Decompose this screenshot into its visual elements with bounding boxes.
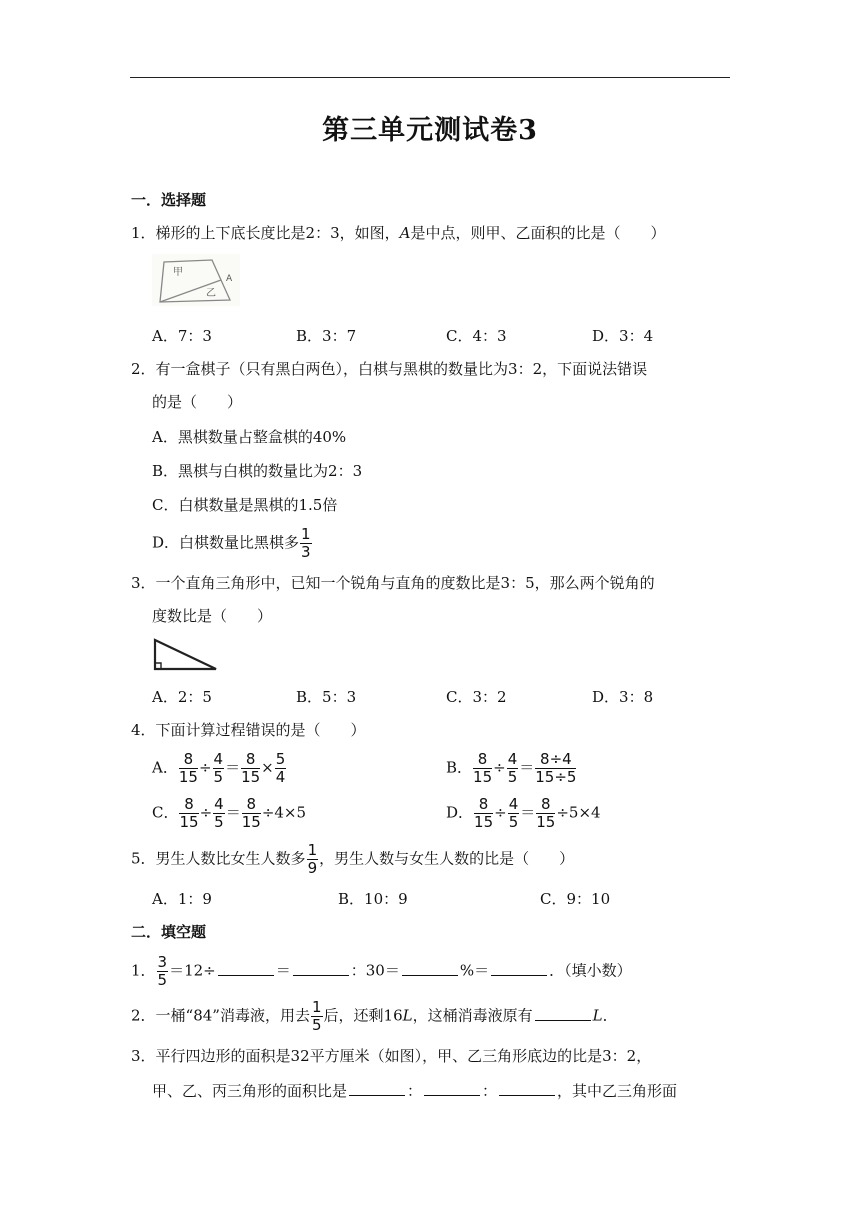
q1-text-b: 是中点，则甲、乙面积的比是（ ） bbox=[410, 224, 666, 242]
answer-blank[interactable] bbox=[491, 961, 547, 976]
colon: ： bbox=[482, 1082, 498, 1100]
q1-text-a: 梯形的上下底长度比是2：3，如图， bbox=[155, 224, 400, 242]
f1-part: %＝ bbox=[459, 961, 490, 980]
q4-number: 4． bbox=[131, 721, 156, 739]
fraction-denominator: 3 bbox=[301, 543, 311, 561]
fraction-numerator: 1 bbox=[307, 841, 318, 859]
fraction-numerator: 8 bbox=[474, 797, 493, 814]
fraction-denominator: 9 bbox=[307, 859, 318, 877]
f2-unit: L bbox=[402, 1006, 413, 1025]
fraction-numerator: 8 bbox=[179, 752, 198, 769]
header-rule bbox=[130, 77, 730, 78]
fraction-numerator: 1 bbox=[301, 525, 311, 543]
q4-text: 下面计算过程错误的是（ ） bbox=[155, 721, 366, 739]
f1-part: ＝ bbox=[275, 961, 291, 980]
fraction-numerator: 4 bbox=[213, 750, 224, 768]
fraction-denominator: 5 bbox=[508, 813, 519, 831]
divide-sign: ÷ bbox=[494, 803, 507, 822]
f3-line2 bbox=[152, 1080, 677, 1102]
f2-tail: ． bbox=[602, 1006, 618, 1025]
fraction bbox=[508, 797, 520, 830]
fraction-denominator: 15 bbox=[536, 813, 556, 831]
fraction-denominator: 15 bbox=[241, 813, 261, 831]
fraction-denominator: 4 bbox=[275, 768, 286, 786]
fig-label-a: A bbox=[226, 274, 233, 284]
fraction-numerator: 8 bbox=[242, 797, 261, 814]
q3-option-c[interactable]: C．3：2 bbox=[446, 688, 507, 706]
option-label: B． bbox=[446, 758, 473, 777]
fraction bbox=[536, 797, 555, 830]
fraction-denominator: 5 bbox=[311, 1016, 322, 1034]
fraction-numerator: 4 bbox=[507, 750, 518, 768]
f2-fraction bbox=[311, 1000, 323, 1033]
question-1 bbox=[131, 222, 666, 244]
colon: ： bbox=[407, 1082, 423, 1100]
f3-number: 3． bbox=[131, 1047, 156, 1065]
q3-line2: 度数比是（ ） bbox=[152, 607, 273, 625]
fraction bbox=[213, 797, 225, 830]
q5-option-c[interactable]: C．9：10 bbox=[540, 890, 611, 908]
fraction-denominator: 5 bbox=[213, 768, 224, 786]
q5-option-a[interactable]: A．1：9 bbox=[152, 890, 212, 908]
question-2 bbox=[131, 358, 647, 380]
f1-fraction bbox=[157, 955, 169, 988]
q2-option-a[interactable]: A．黑棋数量占整盒棋的40% bbox=[152, 428, 347, 446]
q1-var: A bbox=[399, 224, 411, 242]
question-3 bbox=[131, 572, 655, 594]
fraction bbox=[179, 752, 198, 785]
q5-fraction bbox=[307, 843, 319, 876]
fraction-denominator: 15 bbox=[474, 813, 494, 831]
fraction-numerator: 1 bbox=[311, 998, 322, 1016]
f3-line2a: 甲、乙、丙三角形的面积比是 bbox=[152, 1082, 348, 1100]
answer-blank[interactable] bbox=[402, 961, 458, 976]
fill-question-2 bbox=[131, 1000, 618, 1033]
fraction bbox=[179, 797, 198, 830]
fraction-denominator: 15÷5 bbox=[535, 768, 577, 786]
fraction-numerator: 5 bbox=[275, 750, 286, 768]
q5-number: 5． bbox=[131, 849, 156, 868]
trapezoid-figure bbox=[152, 254, 240, 306]
fraction-denominator: 15 bbox=[179, 813, 199, 831]
f2-text-b: 后，还剩16 bbox=[323, 1006, 403, 1025]
fill-question-1 bbox=[131, 955, 632, 988]
q4-option-a[interactable] bbox=[152, 752, 287, 785]
q2-line2: 的是（ ） bbox=[152, 393, 243, 411]
fraction-denominator: 5 bbox=[214, 813, 224, 831]
equals-sign: ＝ bbox=[225, 758, 241, 777]
q2-number: 2． bbox=[131, 360, 156, 378]
answer-blank[interactable] bbox=[499, 1081, 555, 1096]
q4-option-d[interactable] bbox=[446, 797, 601, 830]
q4-option-c[interactable] bbox=[152, 797, 306, 830]
f2-text-c: ，这桶消毒液原有 bbox=[412, 1006, 533, 1025]
q3-option-b[interactable]: B．5：3 bbox=[296, 688, 357, 706]
fraction-denominator: 5 bbox=[157, 971, 168, 989]
fraction bbox=[241, 752, 260, 785]
fraction-denominator: 15 bbox=[473, 768, 493, 786]
right-triangle-figure bbox=[152, 637, 220, 673]
q3-line1: 一个直角三角形中，已知一个锐角与直角的度数比是3：5，那么两个锐角的 bbox=[155, 574, 655, 592]
divide-sign: ÷ bbox=[198, 758, 212, 777]
page-title: 第三单元测试卷3 bbox=[322, 115, 538, 146]
f2-text-a: 一桶“84”消毒液，用去 bbox=[155, 1006, 310, 1025]
answer-blank[interactable] bbox=[349, 1081, 405, 1096]
q2-option-d-fraction bbox=[300, 527, 312, 560]
times-sign: × bbox=[261, 758, 274, 777]
fraction bbox=[242, 797, 261, 830]
q2-option-d[interactable] bbox=[152, 527, 313, 560]
fig-label-yi: 乙 bbox=[206, 288, 216, 299]
fraction bbox=[474, 797, 493, 830]
equals-sign: ＝ bbox=[519, 758, 535, 777]
q5-text-b: ，男生人数与女生人数的比是（ ） bbox=[319, 849, 575, 868]
fraction-numerator: 4 bbox=[508, 795, 519, 813]
fill-question-3 bbox=[131, 1045, 651, 1067]
q1-number: 1． bbox=[131, 224, 156, 242]
q3-number: 3． bbox=[131, 574, 156, 592]
q1-option-d[interactable]: D．3：4 bbox=[592, 327, 654, 345]
f3-line2b: ，其中乙三角形面 bbox=[557, 1082, 678, 1100]
answer-blank[interactable] bbox=[218, 961, 274, 976]
f1-part: ．（填小数） bbox=[549, 961, 632, 980]
q1-option-c[interactable]: C．4：3 bbox=[446, 327, 507, 345]
fraction-numerator: 8 bbox=[536, 797, 555, 814]
f3-line1: 平行四边形的面积是32平方厘米（如图），甲、乙三角形底边的比是3：2， bbox=[155, 1047, 652, 1065]
expression-tail: ÷5×4 bbox=[556, 803, 601, 822]
q3-option-a[interactable]: A．2：5 bbox=[152, 688, 212, 706]
q4-option-b[interactable] bbox=[446, 752, 577, 785]
fraction-denominator: 15 bbox=[241, 768, 261, 786]
fraction-numerator: 3 bbox=[157, 953, 168, 971]
divide-sign: ÷ bbox=[493, 758, 506, 777]
q2-line1: 有一盒棋子（只有黑白两色），白棋与黑棋的数量比为3：2，下面说法错误 bbox=[155, 360, 648, 378]
q2-option-b[interactable]: B．黑棋与白棋的数量比为2：3 bbox=[152, 462, 363, 480]
fraction-numerator: 8÷4 bbox=[535, 752, 576, 769]
section-choice-heading: 一．选择题 bbox=[131, 191, 207, 209]
f1-number: 1． bbox=[131, 961, 156, 980]
q1-option-a[interactable]: A．7：3 bbox=[152, 327, 212, 345]
fraction-numerator: 8 bbox=[241, 752, 260, 769]
fraction-numerator: 4 bbox=[214, 795, 224, 813]
q2-option-d-text: D．白棋数量比黑棋多 bbox=[152, 533, 300, 552]
equals-sign: ＝ bbox=[520, 803, 536, 822]
f1-part: ＝12÷ bbox=[169, 961, 216, 980]
f2-number: 2． bbox=[131, 1006, 156, 1025]
question-4 bbox=[131, 719, 366, 741]
fraction bbox=[213, 752, 225, 785]
f1-part: ：30＝ bbox=[350, 961, 400, 980]
fig-label-jia: 甲 bbox=[173, 267, 183, 278]
fraction bbox=[507, 752, 519, 785]
answer-blank[interactable] bbox=[535, 1006, 591, 1021]
answer-blank[interactable] bbox=[424, 1081, 480, 1096]
fraction-numerator: 8 bbox=[473, 752, 492, 769]
option-label: C． bbox=[152, 803, 179, 822]
fraction-numerator: 8 bbox=[179, 797, 198, 814]
question-5 bbox=[131, 843, 574, 876]
q2-option-c[interactable]: C．白棋数量是黑棋的1.5倍 bbox=[152, 496, 338, 514]
answer-blank[interactable] bbox=[293, 961, 349, 976]
q3-option-d[interactable]: D．3：8 bbox=[592, 688, 654, 706]
fraction-denominator: 5 bbox=[507, 768, 518, 786]
fraction bbox=[275, 752, 287, 785]
q1-option-b[interactable]: B．3：7 bbox=[296, 327, 357, 345]
fraction-denominator: 15 bbox=[178, 768, 198, 786]
q5-option-b[interactable]: B．10：9 bbox=[338, 890, 408, 908]
f2-unit: L bbox=[592, 1006, 603, 1025]
equals-sign: ＝ bbox=[225, 803, 241, 822]
option-label: A． bbox=[152, 758, 178, 777]
section-fill-heading: 二．填空题 bbox=[131, 923, 207, 941]
divide-sign: ÷ bbox=[199, 803, 213, 822]
option-label: D． bbox=[446, 803, 474, 822]
fraction bbox=[473, 752, 492, 785]
fraction bbox=[535, 752, 576, 785]
expression-tail: ÷4×5 bbox=[261, 803, 307, 822]
q5-text-a: 男生人数比女生人数多 bbox=[155, 849, 306, 868]
